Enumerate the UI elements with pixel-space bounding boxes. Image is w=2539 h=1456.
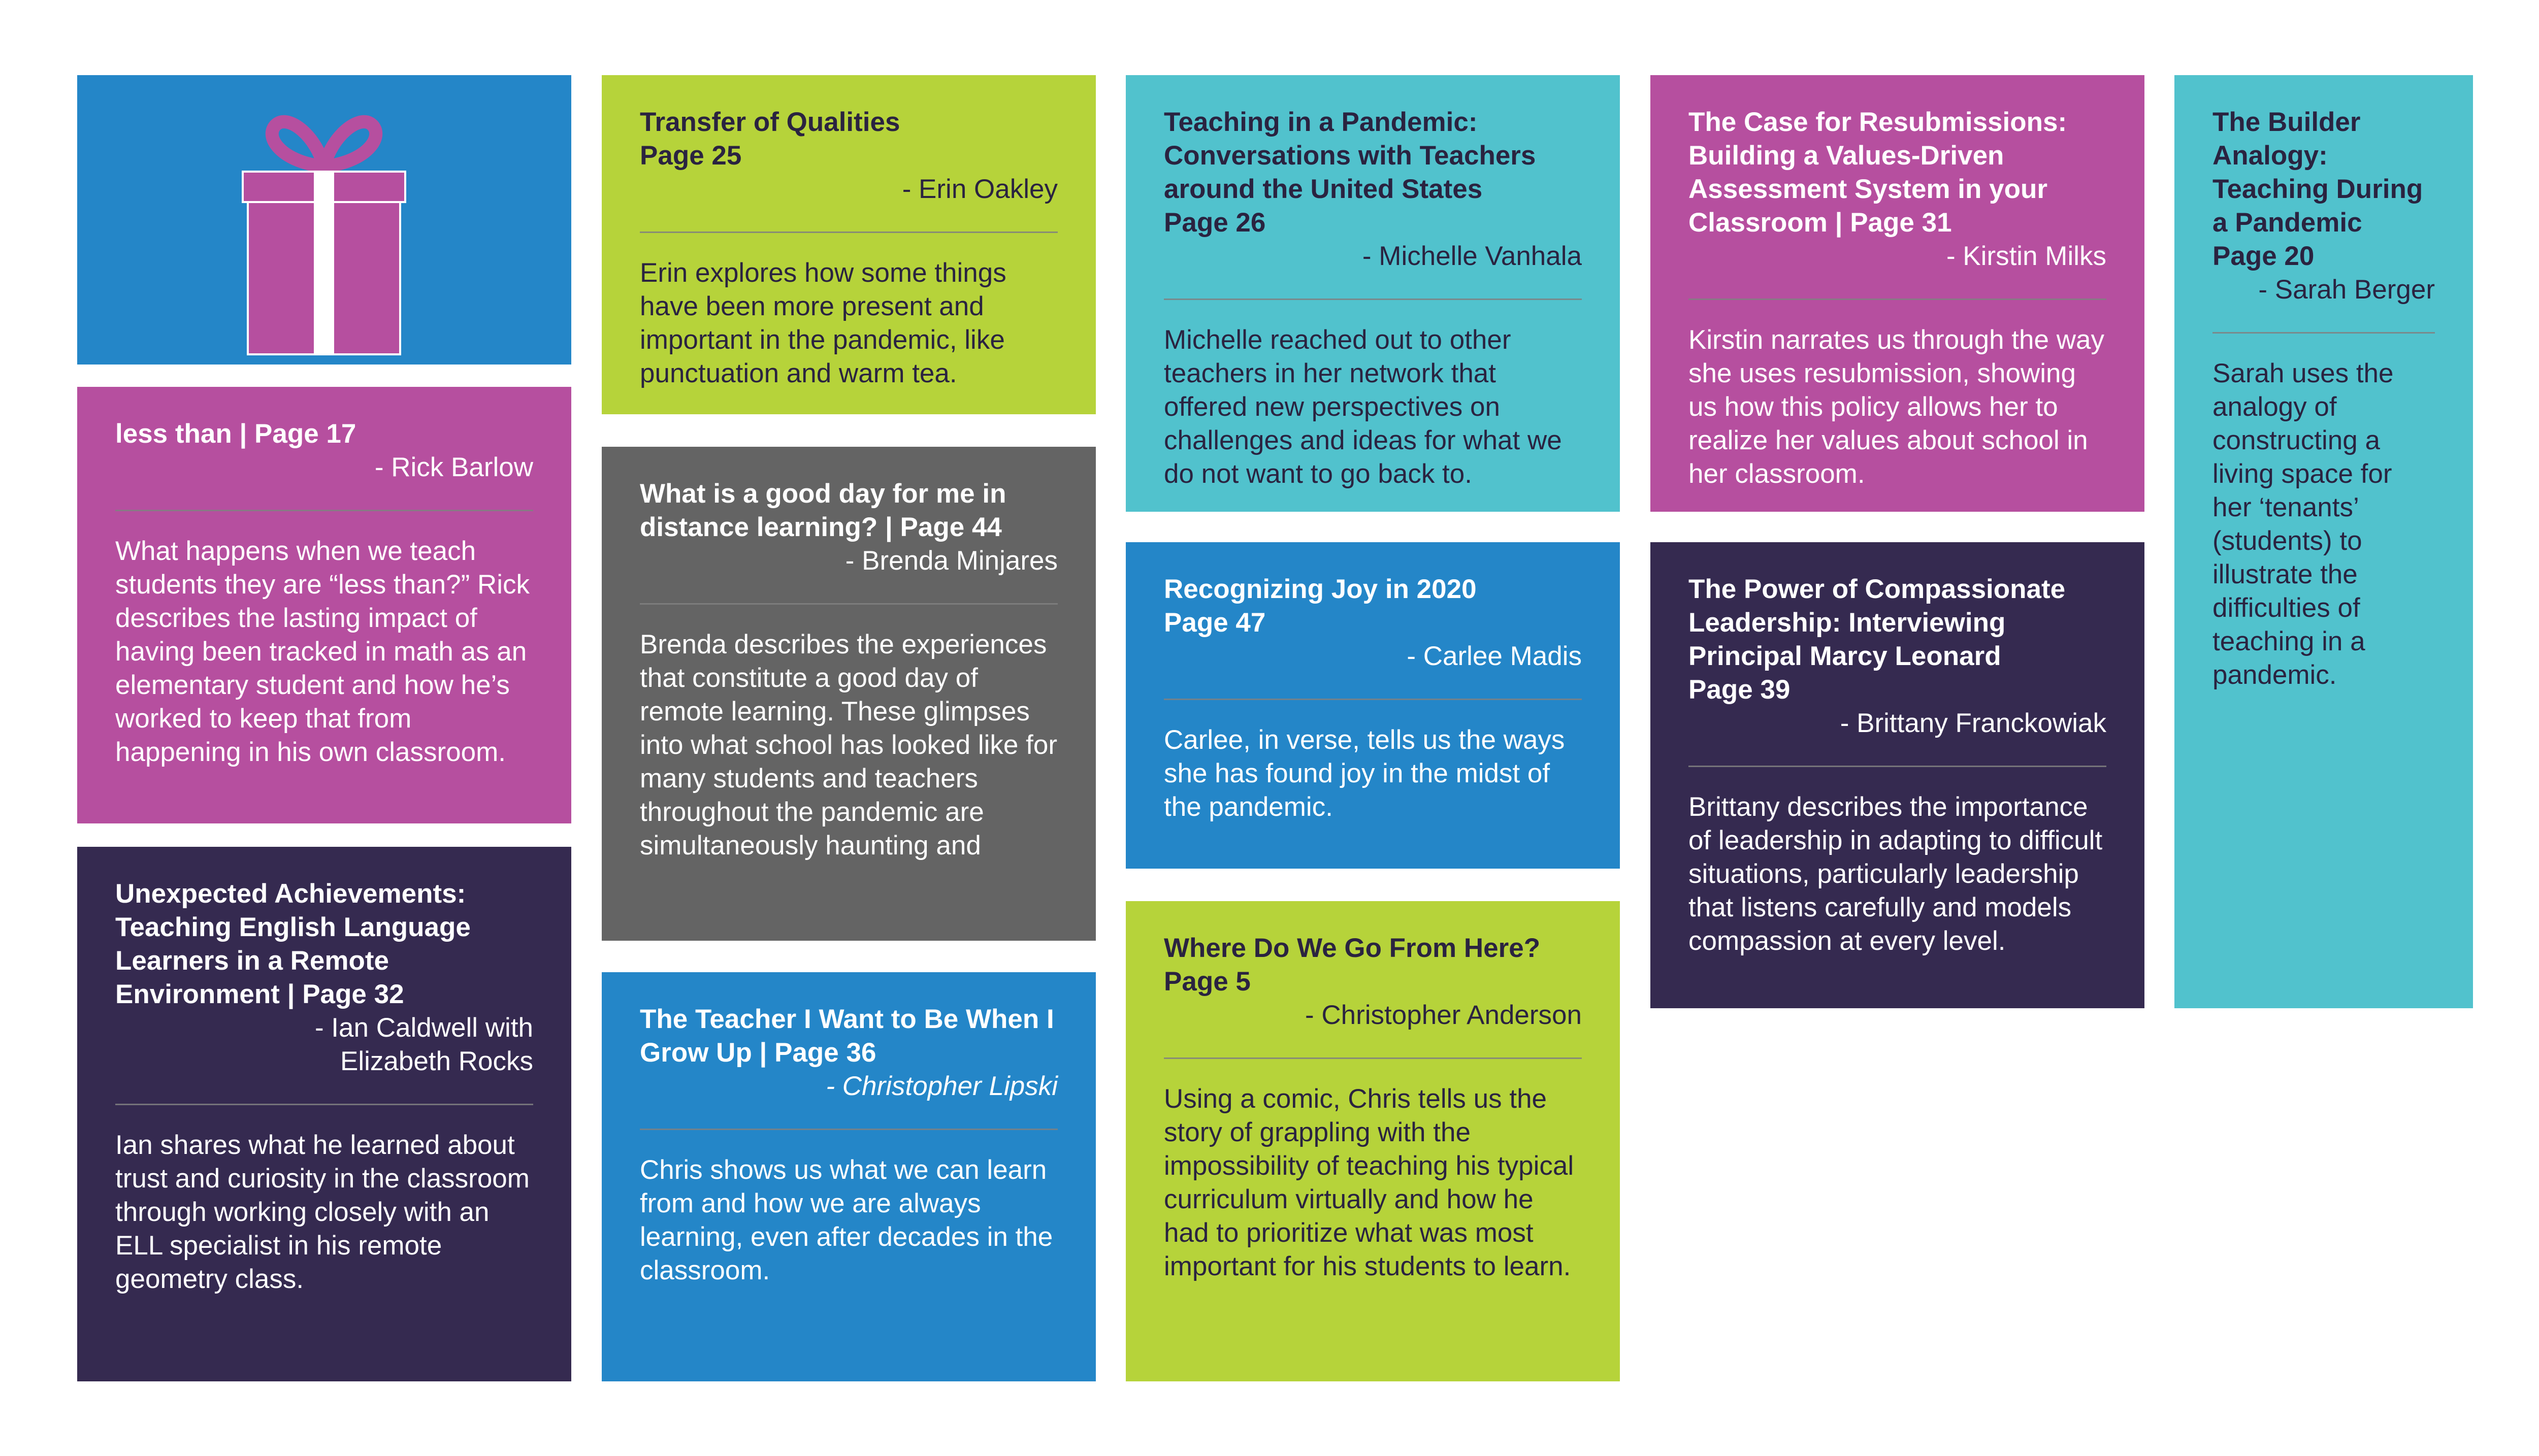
article-author: - Brittany Franckowiak bbox=[1840, 708, 2106, 738]
article-author: - Christopher Lipski bbox=[826, 1071, 1058, 1101]
article-description: Sarah uses the analogy of constructing a living space for her ‘tenants’ (students) to illustrate the difficulties of teaching in a pandemic. bbox=[2212, 358, 2394, 690]
article-card-where-do-we-go[interactable] bbox=[1126, 901, 1620, 1381]
article-author: - Christopher Anderson bbox=[1305, 1000, 1582, 1030]
article-card-compassionate-leadership[interactable] bbox=[1650, 542, 2144, 1008]
article-title: The Power of Compassionate Leadership: Interviewing Principal Marcy Leonard Page 39 bbox=[1688, 574, 2066, 705]
article-author: - Kirstin Milks bbox=[1946, 241, 2106, 271]
article-title: The Case for Resubmissions: Building a Values-Driven Assessment System in your Classroom | Page 31 bbox=[1688, 107, 2067, 238]
article-author: - Carlee Madis bbox=[1407, 641, 1582, 671]
article-title: Recognizing Joy in 2020 Page 47 bbox=[1164, 574, 1477, 638]
article-title: Transfer of Qualities Page 25 bbox=[640, 107, 900, 171]
article-card-transfer-of-qualities[interactable] bbox=[602, 75, 1096, 414]
divider bbox=[1688, 766, 2106, 767]
divider bbox=[115, 510, 533, 511]
article-author: - Brenda Minjares bbox=[845, 546, 1058, 576]
divider bbox=[1164, 299, 1582, 300]
article-author: - Sarah Berger bbox=[2258, 275, 2435, 305]
article-title: Unexpected Achievements: Teaching English Language Learners in a Remote Environment | Page 32 bbox=[115, 879, 471, 1009]
gift-tile bbox=[77, 75, 571, 365]
divider bbox=[115, 1104, 533, 1105]
article-description: Brittany describes the importance of leadership in adapting to difficult situations, particularly leadership that listens carefully and models compassion at every level. bbox=[1688, 792, 2103, 956]
article-description: Chris shows us what we can learn from and how we are always learning, even after decades in the classroom. bbox=[640, 1155, 1053, 1285]
gift-ribbon bbox=[314, 172, 334, 354]
article-description: Carlee, in verse, tells us the ways she has found joy in the midst of the pandemic. bbox=[1164, 725, 1565, 822]
article-description: Using a comic, Chris tells us the story of grappling with the impossibility of teaching his typical curriculum virtually and how he had to prioritize what was most important for his students to learn. bbox=[1164, 1084, 1574, 1281]
gift-icon bbox=[77, 75, 571, 365]
article-description: What happens when we teach students they are “less than?” Rick describes the lasting impact of having been tracked in math as an elementary student and how he’s worked to keep that from happening in his own classroom. bbox=[115, 536, 530, 767]
article-title: less than | Page 17 bbox=[115, 419, 356, 449]
article-card-case-for-resubmissions[interactable] bbox=[1650, 75, 2144, 512]
divider bbox=[640, 603, 1058, 605]
article-card-good-day[interactable] bbox=[602, 447, 1096, 941]
article-description: Kirstin narrates us through the way she uses resubmission, showing us how this policy allows her to realize her values about school in her classroom. bbox=[1688, 325, 2104, 489]
divider bbox=[640, 1129, 1058, 1130]
divider bbox=[1164, 1057, 1582, 1059]
article-author: - Rick Barlow bbox=[374, 452, 533, 482]
article-card-teacher-i-want-to-be[interactable] bbox=[602, 972, 1096, 1381]
divider bbox=[640, 231, 1058, 233]
article-title: Where Do We Go From Here? Page 5 bbox=[1164, 933, 1541, 997]
article-card-teaching-in-a-pandemic[interactable] bbox=[1126, 75, 1620, 512]
article-card-less-than[interactable] bbox=[77, 387, 571, 823]
article-title: The Builder Analogy: Teaching During a Pandemic Page 20 bbox=[2212, 107, 2423, 271]
article-author: - Erin Oakley bbox=[902, 174, 1058, 204]
divider bbox=[2212, 332, 2435, 334]
article-card-unexpected-achievements[interactable] bbox=[77, 847, 571, 1381]
article-description: Ian shares what he learned about trust and curiosity in the classroom through working closely with an ELL specialist in his remote geometry class. bbox=[115, 1130, 530, 1294]
article-description: Erin explores how some things have been more present and important in the pandemic, like punctuation and warm tea. bbox=[640, 258, 1006, 388]
article-card-recognizing-joy[interactable] bbox=[1126, 542, 1620, 869]
article-title: Teaching in a Pandemic: Conversations with Teachers around the United States Page 26 bbox=[1164, 107, 1536, 238]
divider bbox=[1164, 699, 1582, 700]
article-description: Brenda describes the experiences that constitute a good day of remote learning. These glimpses into what school has looked like for many students and teachers throughout the pandemic are simultaneously haunting and bbox=[640, 630, 1057, 861]
article-card-builder-analogy[interactable] bbox=[2174, 75, 2473, 1008]
article-author: - Ian Caldwell with Elizabeth Rocks bbox=[314, 1013, 533, 1076]
article-author: - Michelle Vanhala bbox=[1362, 241, 1582, 271]
gift-bow bbox=[272, 122, 376, 167]
article-description: Michelle reached out to other teachers in her network that offered new perspectives on challenges and ideas for what we do not want to go back to. bbox=[1164, 325, 1562, 489]
divider bbox=[1688, 299, 2106, 300]
article-title: The Teacher I Want to Be When I Grow Up | Page 36 bbox=[640, 1004, 1054, 1068]
article-title: What is a good day for me in distance learning? | Page 44 bbox=[640, 479, 1006, 542]
